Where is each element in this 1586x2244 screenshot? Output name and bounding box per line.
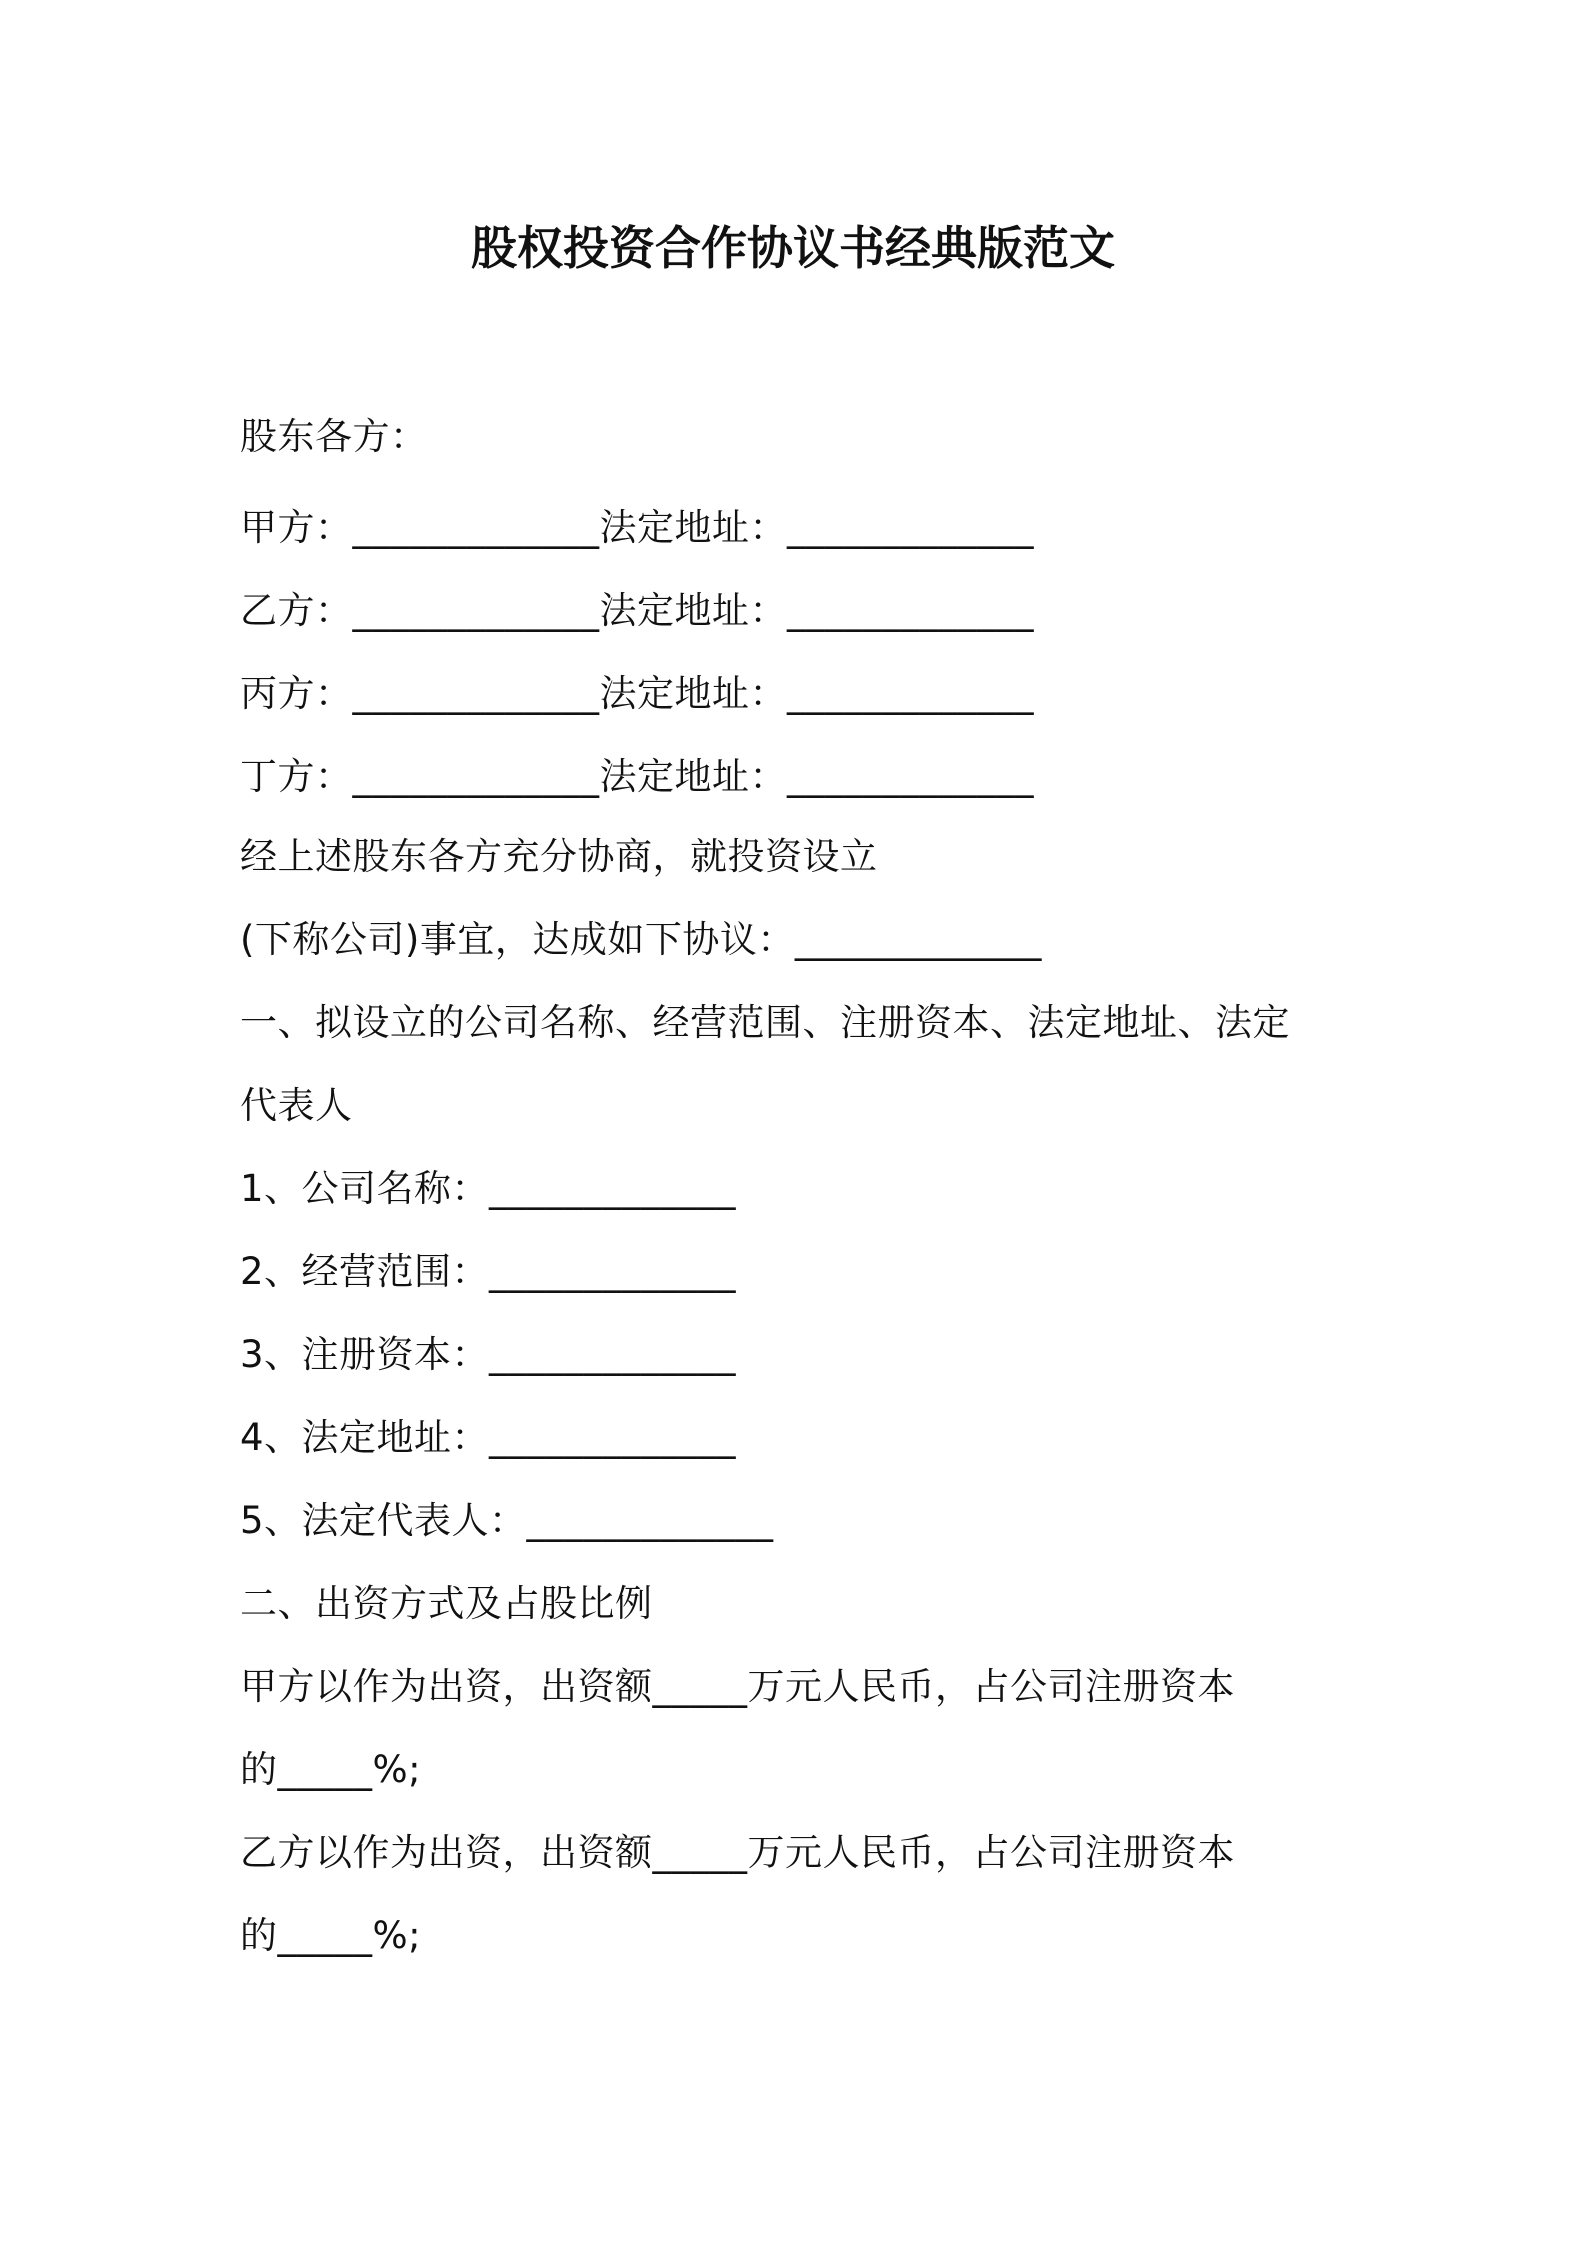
item-company-name: 1、公司名称：_____________ [240,1167,737,1210]
party-b-line: 乙方：_____________法定地址：_____________ [240,589,1034,632]
item-business-scope: 2、经营范围：_____________ [240,1250,737,1293]
preamble-line-1: 经上述股东各方充分协商，就投资设立 [240,835,878,878]
shareholders-heading: 股东各方： [240,415,428,458]
party-a-contribution-cont: 的_____%; [240,1748,422,1791]
preamble-line-2: (下称公司)事宜，达成如下协议：_____________ [240,918,1042,961]
party-a-contribution: 甲方以作为出资，出资额_____万元人民币，占公司注册资本 [240,1665,1235,1708]
party-a-line: 甲方：_____________法定地址：_____________ [240,506,1034,549]
section-2-heading: 二、出资方式及占股比例 [240,1582,653,1625]
section-1-heading-cont: 代表人 [240,1084,353,1127]
party-b-contribution-cont: 的_____%; [240,1914,422,1957]
party-b-contribution: 乙方以作为出资，出资额_____万元人民币，占公司注册资本 [240,1831,1235,1874]
item-registered-capital: 3、注册资本：_____________ [240,1333,737,1376]
section-1-heading: 一、拟设立的公司名称、经营范围、注册资本、法定地址、法定 [240,1001,1290,1044]
item-legal-address: 4、法定地址：_____________ [240,1416,737,1459]
party-d-line: 丁方：_____________法定地址：_____________ [240,755,1034,798]
item-legal-representative: 5、法定代表人：_____________ [240,1499,774,1542]
document-title: 股权投资合作协议书经典版范文 [471,221,1115,275]
party-c-line: 丙方：_____________法定地址：_____________ [240,672,1034,715]
